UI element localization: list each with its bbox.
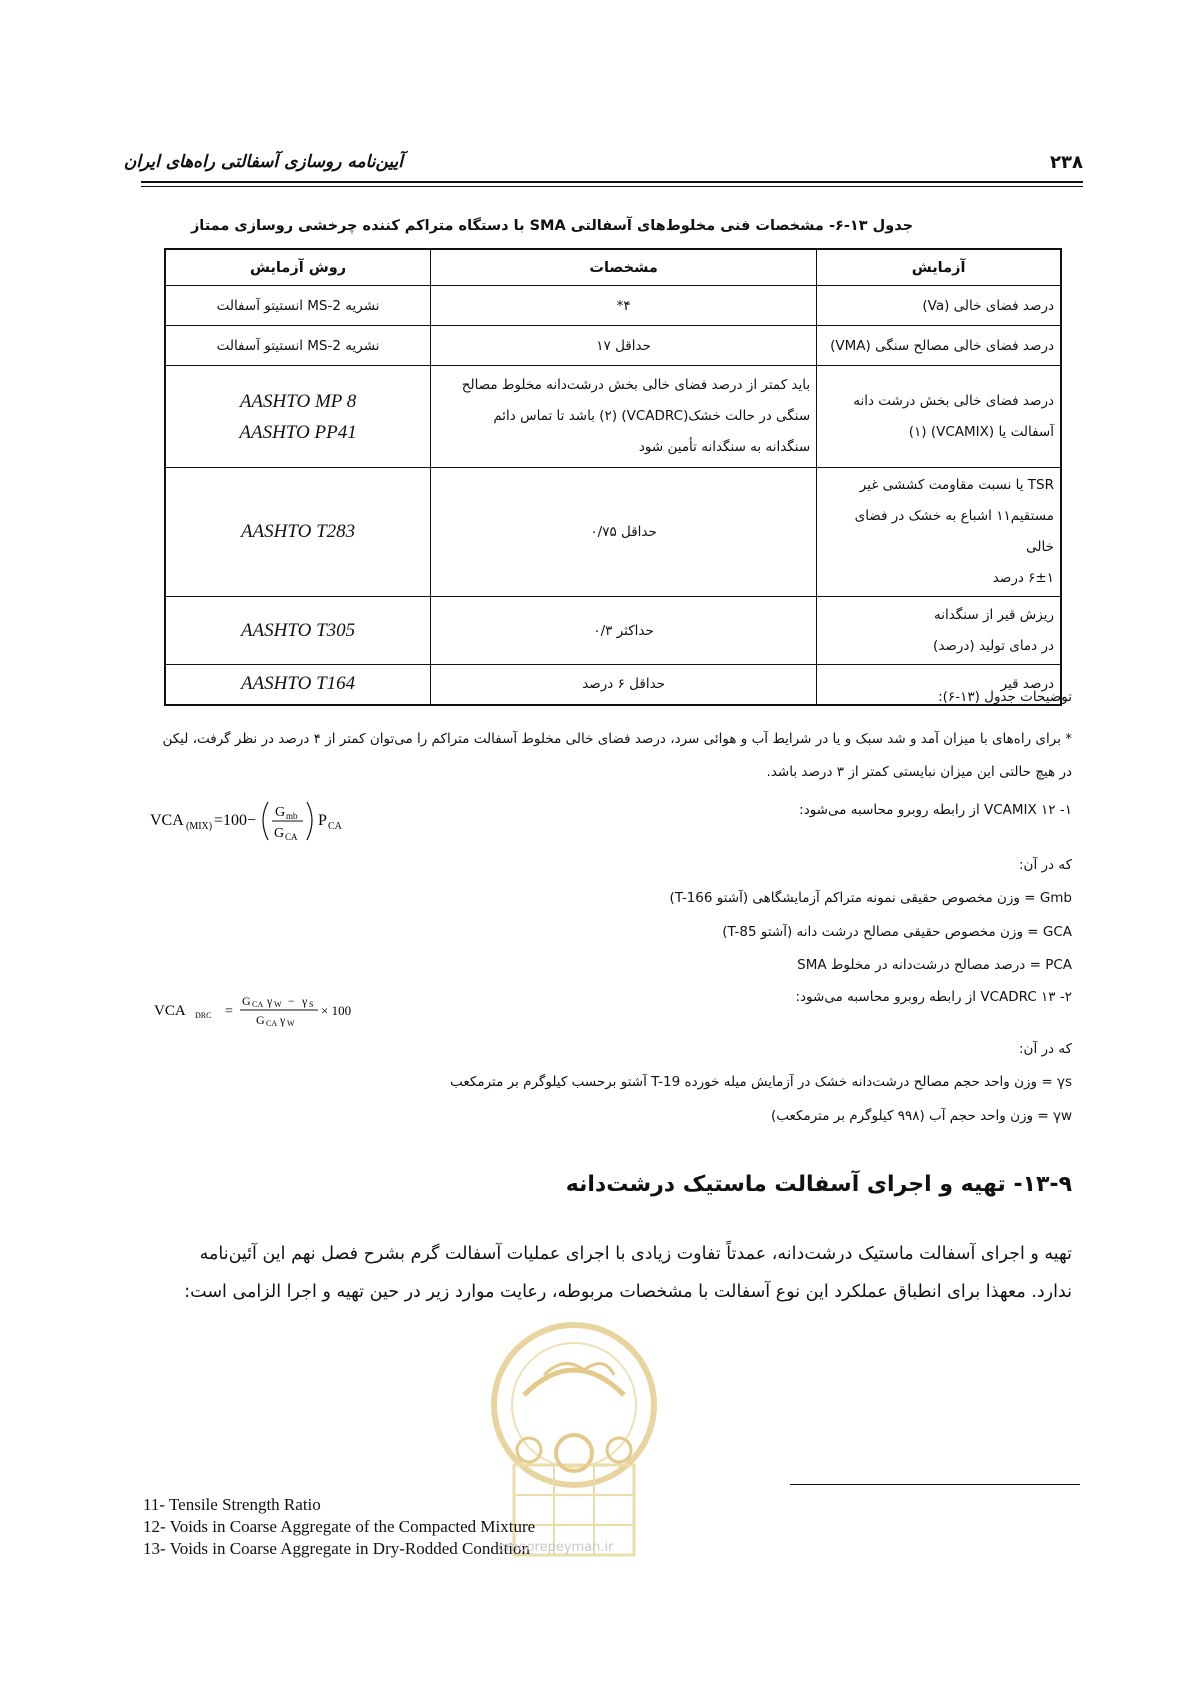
svg-text:CA: CA <box>266 1019 278 1028</box>
formula-vca-mix-svg <box>150 796 350 844</box>
book-title: آیین‌نامه روسازی آسفالتی راه‌های ایران <box>123 152 403 172</box>
cell-method: AASHTO T283 <box>165 468 431 597</box>
cell-method: AASHTO MP 8 AASHTO PP41 <box>165 366 431 468</box>
header-method: روش آزمایش <box>165 249 431 286</box>
where-2: که در آن: <box>1019 1041 1072 1057</box>
def-gmb: Gmb = وزن مخصوص حقیقی نمونه متراکم آزمایشگاهی (آشتو T-166) <box>669 890 1072 906</box>
footnotes <box>143 1494 535 1560</box>
svg-text:G: G <box>274 826 285 841</box>
footnote-11: 11- Tensile Strength Ratio <box>143 1495 321 1514</box>
section-title: ۱۳-۹- تهیه و اجرای آسفالت ماستیک درشت‌دانه <box>565 1172 1072 1197</box>
svg-text:VCA: VCA <box>150 812 184 829</box>
svg-text:W: W <box>274 1000 282 1009</box>
header-rule-thin <box>141 186 1083 187</box>
table-row <box>165 665 1061 705</box>
cell-test: درصد قیر <box>817 665 1061 705</box>
svg-text:=100−: =100− <box>214 812 257 829</box>
svg-text:S: S <box>309 1000 314 1009</box>
table-row <box>165 326 1061 366</box>
note-vca-drc: ۲- VCADRC ۱۳ از رابطه روبرو محاسبه می‌شود: <box>795 989 1072 1005</box>
svg-text:mb: mb <box>286 811 298 821</box>
cell-test: درصد فضای خالی بخش درشت دانه آسفالت یا (VCAMIX) (۱) <box>817 366 1061 468</box>
spec-table <box>164 248 1062 706</box>
svg-text:P: P <box>318 812 327 829</box>
cell-method: نشریه MS-2 انستیتو آسفالت <box>165 326 431 366</box>
table-row <box>165 286 1061 326</box>
cell-test: ریزش قیر از سنگدانه در دمای تولید (درصد) <box>817 597 1061 665</box>
notes-title: توضیحات جدول (۱۳-۶): <box>938 689 1072 705</box>
svg-text:× 100: × 100 <box>321 1003 352 1018</box>
cell-spec: حداقل ۰/۷۵ <box>431 468 817 597</box>
svg-text:=: = <box>225 1004 233 1019</box>
table-caption: جدول ۱۳-۶- مشخصات فنی مخلوط‌های آسفالتی SMA با دستگاه متراکم کننده چرخشی روسازی ممتاز <box>190 218 914 234</box>
where-1: که در آن: <box>1019 857 1072 873</box>
def-pca: PCA = درصد مصالح درشت‌دانه در مخلوط SMA <box>797 957 1072 973</box>
svg-text:G: G <box>256 1013 265 1027</box>
cell-method: AASHTO T164 <box>165 665 431 705</box>
footnote-rule <box>790 1484 1080 1485</box>
cell-test: TSR یا نسبت مقاومت کششی غیر مستقیم۱۱ اشباع به خشک در فضای خالی ۶±۱ درصد <box>817 468 1061 597</box>
cell-spec: حداکثر ۰/۳ <box>431 597 817 665</box>
cell-spec: حداقل ۶ درصد <box>431 665 817 705</box>
svg-text:γ: γ <box>280 1013 286 1027</box>
header-rule <box>141 181 1083 183</box>
watermark-logo <box>474 1315 674 1615</box>
cell-test: درصد فضای خالی مصالح سنگی (VMA) <box>817 326 1061 366</box>
cell-spec: حداقل ۱۷ <box>431 326 817 366</box>
svg-text:γ: γ <box>302 994 308 1008</box>
table-header-row <box>165 249 1061 286</box>
page-number: ۲۳۸ <box>1050 152 1083 173</box>
svg-text:CA: CA <box>328 821 342 832</box>
svg-text:CA: CA <box>252 1000 264 1009</box>
header-test: آزمایش <box>817 249 1061 286</box>
watermark-url: omoorepeyman.ir <box>498 1540 614 1555</box>
section-body: تهیه و اجرای آسفالت ماستیک درشت‌دانه، عمدتاً تفاوت زیادی با اجرای عملیات آسفالت گرم بشرح فصل نهم این آئین‌نامه ندارد. معهذا برای انطباق عملکرد این نوع آسفالت با مشخصات مربوطه، رعایت موارد زیر در حین تهیه و اجرا الزامی است: <box>184 1244 1072 1302</box>
table-row <box>165 366 1061 468</box>
svg-text:CA: CA <box>285 832 298 842</box>
cell-test: درصد فضای خالی (Va) <box>817 286 1061 326</box>
formula-vca-drc <box>150 988 370 1037</box>
def-gca: GCA = وزن مخصوص حقیقی مصالح درشت دانه (آشتو T-85) <box>722 924 1072 940</box>
footnote-13: 13- Voids in Coarse Aggregate in Dry-Rodded Condition <box>143 1539 531 1558</box>
page-header <box>123 150 1083 180</box>
svg-text:(MIX): (MIX) <box>186 821 213 832</box>
formula-vca-drc-svg <box>150 988 370 1032</box>
cell-method: AASHTO T305 <box>165 597 431 665</box>
table-row <box>165 468 1061 597</box>
svg-text:VCA: VCA <box>154 1003 186 1019</box>
svg-text:DRC: DRC <box>195 1011 212 1020</box>
formula-vca-mix <box>150 796 350 849</box>
def-gamma-w: γw = وزن واحد حجم آب (۹۹۸ کیلوگرم بر مترمکعب) <box>770 1108 1072 1124</box>
note-star: * برای راه‌های با میزان آمد و شد سبک و یا در شرایط آب و هوائی سرد، درصد فضای خالی مخلوط آسفالت متراکم را می‌توان کمتر از ۴ درصد در نظر گرفت، لیکن در هیچ حالتی این میزان نبایستی کمتر از ۳ درصد باشد. <box>162 731 1072 780</box>
footnote-12: 12- Voids in Coarse Aggregate of the Compacted Mixture <box>143 1517 536 1536</box>
header-spec: مشخصات <box>431 249 817 286</box>
cell-spec: ۴* <box>431 286 817 326</box>
table-row <box>165 597 1061 665</box>
svg-text:−: − <box>288 994 295 1008</box>
svg-text:γ: γ <box>267 994 273 1008</box>
def-gamma-s: γs = وزن واحد حجم مصالح درشت‌دانه خشک در آزمایش میله خورده T-19 آشتو برحسب کیلوگرم بر مترمکعب <box>450 1074 1072 1090</box>
note-vca-mix: ۱- VCAMIX ۱۲ از رابطه روبرو محاسبه می‌شود: <box>799 802 1072 818</box>
cell-method: نشریه MS-2 انستیتو آسفالت <box>165 286 431 326</box>
svg-text:G: G <box>242 994 251 1008</box>
svg-text:G: G <box>275 805 286 820</box>
cell-spec: باید کمتر از درصد فضای خالی بخش درشت‌دانه مخلوط مصالح سنگی در حالت خشک(VCADRC) (۲) باشد تا تماس دائم سنگدانه به سنگدانه تأمین شود <box>431 366 817 468</box>
svg-text:W: W <box>287 1019 295 1028</box>
